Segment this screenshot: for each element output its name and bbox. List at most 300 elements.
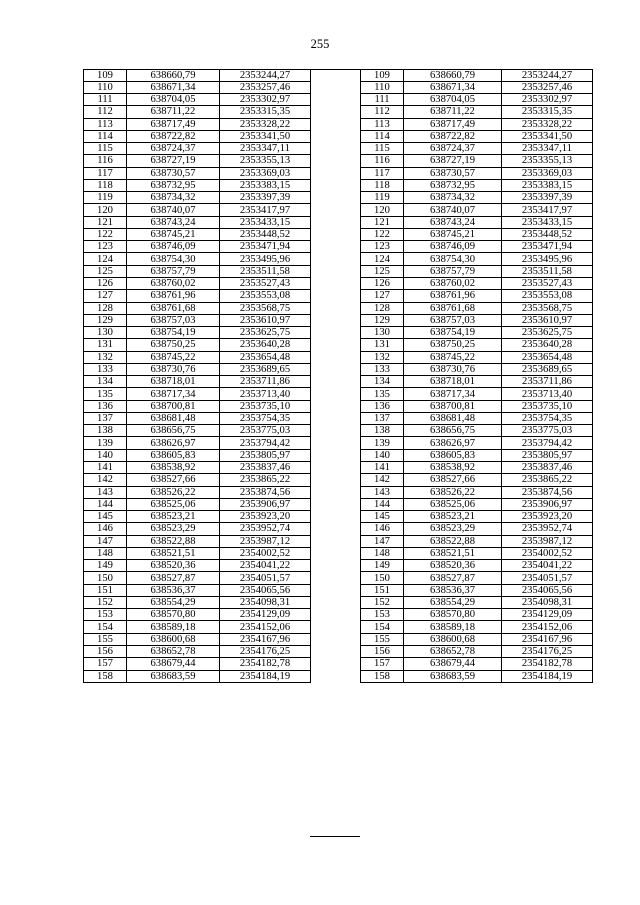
y-coordinate-cell: 2353328,22 <box>502 118 593 130</box>
point-number-cell: 121 <box>361 216 404 228</box>
table-row <box>361 179 593 191</box>
point-number-cell: 156 <box>361 645 404 657</box>
y-coordinate-cell: 2353625,75 <box>220 327 311 339</box>
y-coordinate-cell: 2353711,86 <box>502 376 593 388</box>
y-coordinate-cell: 2354002,52 <box>502 547 593 559</box>
y-coordinate-cell: 2353244,27 <box>220 69 311 81</box>
table-row <box>84 69 311 81</box>
y-coordinate-cell: 2353471,94 <box>220 241 311 253</box>
table-row <box>84 351 311 363</box>
y-coordinate-cell: 2353315,35 <box>220 106 311 118</box>
table-row <box>84 474 311 486</box>
y-coordinate-cell: 2354041,22 <box>502 560 593 572</box>
table-row <box>84 621 311 633</box>
table-row <box>84 204 311 216</box>
point-number-cell: 154 <box>361 621 404 633</box>
y-coordinate-cell: 2353689,65 <box>220 363 311 375</box>
y-coordinate-cell: 2353471,94 <box>502 241 593 253</box>
y-coordinate-cell: 2353923,20 <box>220 511 311 523</box>
x-coordinate-cell: 638522,88 <box>404 535 502 547</box>
x-coordinate-cell: 638734,32 <box>404 192 502 204</box>
y-coordinate-cell: 2354176,25 <box>220 645 311 657</box>
y-coordinate-cell: 2354152,06 <box>220 621 311 633</box>
y-coordinate-cell: 2353257,46 <box>502 81 593 93</box>
point-number-cell: 128 <box>84 302 127 314</box>
point-number-cell: 125 <box>84 265 127 277</box>
x-coordinate-cell: 638656,75 <box>127 425 220 437</box>
y-coordinate-cell: 2354184,19 <box>502 670 593 682</box>
y-coordinate-cell: 2353805,97 <box>220 449 311 461</box>
x-coordinate-cell: 638527,66 <box>127 474 220 486</box>
y-coordinate-cell: 2354129,09 <box>502 609 593 621</box>
x-coordinate-cell: 638722,82 <box>127 130 220 142</box>
y-coordinate-cell: 2353654,48 <box>220 351 311 363</box>
table-row <box>361 596 593 608</box>
point-number-cell: 125 <box>361 265 404 277</box>
point-number-cell: 146 <box>84 523 127 535</box>
x-coordinate-cell: 638704,05 <box>127 94 220 106</box>
x-coordinate-cell: 638711,22 <box>404 106 502 118</box>
y-coordinate-cell: 2353775,03 <box>220 425 311 437</box>
point-number-cell: 151 <box>361 584 404 596</box>
point-number-cell: 118 <box>361 179 404 191</box>
x-coordinate-cell: 638743,24 <box>404 216 502 228</box>
y-coordinate-cell: 2353257,46 <box>220 81 311 93</box>
point-number-cell: 111 <box>361 94 404 106</box>
table-row <box>84 400 311 412</box>
table-row <box>84 658 311 670</box>
table-row <box>361 363 593 375</box>
x-coordinate-cell: 638750,25 <box>404 339 502 351</box>
point-number-cell: 135 <box>84 388 127 400</box>
point-number-cell: 137 <box>84 412 127 424</box>
x-coordinate-cell: 638520,36 <box>404 560 502 572</box>
table-row <box>361 437 593 449</box>
table-row <box>84 572 311 584</box>
table-row <box>84 425 311 437</box>
x-coordinate-cell: 638536,37 <box>127 584 220 596</box>
y-coordinate-cell: 2353654,48 <box>502 351 593 363</box>
y-coordinate-cell: 2353369,03 <box>220 167 311 179</box>
table-row <box>361 523 593 535</box>
y-coordinate-cell: 2353987,12 <box>220 535 311 547</box>
x-coordinate-cell: 638761,96 <box>404 290 502 302</box>
table-row <box>84 143 311 155</box>
x-coordinate-cell: 638605,83 <box>404 449 502 461</box>
table-row <box>361 474 593 486</box>
x-coordinate-cell: 638681,48 <box>127 412 220 424</box>
table-row <box>361 327 593 339</box>
point-number-cell: 152 <box>84 596 127 608</box>
table-row <box>361 351 593 363</box>
table-row <box>361 94 593 106</box>
point-number-cell: 133 <box>84 363 127 375</box>
table-row <box>361 278 593 290</box>
coordinates-table-right <box>360 69 593 683</box>
point-number-cell: 158 <box>361 670 404 682</box>
y-coordinate-cell: 2353625,75 <box>502 327 593 339</box>
point-number-cell: 143 <box>361 486 404 498</box>
table-row <box>84 511 311 523</box>
y-coordinate-cell: 2354176,25 <box>502 645 593 657</box>
point-number-cell: 122 <box>84 228 127 240</box>
y-coordinate-cell: 2353433,15 <box>502 216 593 228</box>
y-coordinate-cell: 2354065,56 <box>502 584 593 596</box>
y-coordinate-cell: 2353754,35 <box>502 412 593 424</box>
point-number-cell: 150 <box>361 572 404 584</box>
y-coordinate-cell: 2353397,39 <box>502 192 593 204</box>
point-number-cell: 115 <box>84 143 127 155</box>
table-row <box>84 560 311 572</box>
x-coordinate-cell: 638730,57 <box>127 167 220 179</box>
y-coordinate-cell: 2353805,97 <box>502 449 593 461</box>
point-number-cell: 130 <box>361 327 404 339</box>
y-coordinate-cell: 2353906,97 <box>502 498 593 510</box>
y-coordinate-cell: 2353553,08 <box>502 290 593 302</box>
y-coordinate-cell: 2353865,22 <box>220 474 311 486</box>
point-number-cell: 127 <box>84 290 127 302</box>
table-row <box>361 498 593 510</box>
page-number: 255 <box>310 37 330 51</box>
point-number-cell: 147 <box>84 535 127 547</box>
point-number-cell: 135 <box>361 388 404 400</box>
point-number-cell: 131 <box>84 339 127 351</box>
table-row <box>84 167 311 179</box>
table-row <box>84 388 311 400</box>
x-coordinate-cell: 638740,07 <box>404 204 502 216</box>
x-coordinate-cell: 638554,29 <box>127 596 220 608</box>
table-row <box>361 633 593 645</box>
point-number-cell: 149 <box>361 560 404 572</box>
table-row <box>84 670 311 682</box>
point-number-cell: 151 <box>84 584 127 596</box>
x-coordinate-cell: 638760,02 <box>404 278 502 290</box>
point-number-cell: 134 <box>361 376 404 388</box>
y-coordinate-cell: 2354167,96 <box>220 633 311 645</box>
table-row <box>361 400 593 412</box>
y-coordinate-cell: 2353383,15 <box>220 179 311 191</box>
x-coordinate-cell: 638700,81 <box>404 400 502 412</box>
x-coordinate-cell: 638527,66 <box>404 474 502 486</box>
x-coordinate-cell: 638626,97 <box>127 437 220 449</box>
point-number-cell: 117 <box>84 167 127 179</box>
point-number-cell: 157 <box>361 658 404 670</box>
x-coordinate-cell: 638727,19 <box>127 155 220 167</box>
table-row <box>361 302 593 314</box>
table-row <box>84 241 311 253</box>
table-row <box>361 670 593 682</box>
table-row <box>361 645 593 657</box>
x-coordinate-cell: 638525,06 <box>404 498 502 510</box>
x-coordinate-cell: 638754,19 <box>127 327 220 339</box>
y-coordinate-cell: 2353417,97 <box>220 204 311 216</box>
point-number-cell: 138 <box>84 425 127 437</box>
x-coordinate-cell: 638538,92 <box>127 462 220 474</box>
point-number-cell: 123 <box>84 241 127 253</box>
table-row <box>84 609 311 621</box>
x-coordinate-cell: 638671,34 <box>127 81 220 93</box>
table-row <box>361 228 593 240</box>
table-row <box>361 621 593 633</box>
point-number-cell: 150 <box>84 572 127 584</box>
point-number-cell: 140 <box>84 449 127 461</box>
table-row <box>361 155 593 167</box>
table-row <box>361 265 593 277</box>
y-coordinate-cell: 2353735,10 <box>502 400 593 412</box>
x-coordinate-cell: 638660,79 <box>404 69 502 81</box>
coordinates-table-left <box>83 69 311 683</box>
point-number-cell: 142 <box>84 474 127 486</box>
point-number-cell: 111 <box>84 94 127 106</box>
y-coordinate-cell: 2353754,35 <box>220 412 311 424</box>
table-row <box>361 204 593 216</box>
x-coordinate-cell: 638724,37 <box>127 143 220 155</box>
point-number-cell: 130 <box>84 327 127 339</box>
point-number-cell: 126 <box>361 278 404 290</box>
table-row <box>361 69 593 81</box>
table-row <box>361 449 593 461</box>
y-coordinate-cell: 2353711,86 <box>220 376 311 388</box>
y-coordinate-cell: 2353511,58 <box>220 265 311 277</box>
point-number-cell: 112 <box>84 106 127 118</box>
x-coordinate-cell: 638681,48 <box>404 412 502 424</box>
y-coordinate-cell: 2353713,40 <box>220 388 311 400</box>
x-coordinate-cell: 638761,96 <box>127 290 220 302</box>
table-row <box>361 388 593 400</box>
table-row <box>361 241 593 253</box>
x-coordinate-cell: 638683,59 <box>127 670 220 682</box>
y-coordinate-cell: 2353952,74 <box>502 523 593 535</box>
x-coordinate-cell: 638704,05 <box>404 94 502 106</box>
point-number-cell: 156 <box>84 645 127 657</box>
y-coordinate-cell: 2353315,35 <box>502 106 593 118</box>
table-row <box>361 106 593 118</box>
point-number-cell: 131 <box>361 339 404 351</box>
y-coordinate-cell: 2353689,65 <box>502 363 593 375</box>
table-row <box>361 560 593 572</box>
x-coordinate-cell: 638761,68 <box>127 302 220 314</box>
x-coordinate-cell: 638754,30 <box>404 253 502 265</box>
point-number-cell: 132 <box>361 351 404 363</box>
x-coordinate-cell: 638526,22 <box>404 486 502 498</box>
point-number-cell: 141 <box>84 462 127 474</box>
table-row <box>84 363 311 375</box>
x-coordinate-cell: 638734,32 <box>127 192 220 204</box>
y-coordinate-cell: 2354167,96 <box>502 633 593 645</box>
table-row <box>84 376 311 388</box>
table-row <box>84 314 311 326</box>
y-coordinate-cell: 2353302,97 <box>220 94 311 106</box>
table-row <box>84 106 311 118</box>
x-coordinate-cell: 638554,29 <box>404 596 502 608</box>
point-number-cell: 110 <box>84 81 127 93</box>
table-row <box>84 302 311 314</box>
point-number-cell: 147 <box>361 535 404 547</box>
y-coordinate-cell: 2353713,40 <box>502 388 593 400</box>
x-coordinate-cell: 638746,09 <box>404 241 502 253</box>
table-row <box>361 81 593 93</box>
y-coordinate-cell: 2353610,97 <box>220 314 311 326</box>
y-coordinate-cell: 2353874,56 <box>502 486 593 498</box>
y-coordinate-cell: 2354182,78 <box>220 658 311 670</box>
x-coordinate-cell: 638722,82 <box>404 130 502 142</box>
x-coordinate-cell: 638730,76 <box>127 363 220 375</box>
table-row <box>361 376 593 388</box>
table-row <box>84 498 311 510</box>
x-coordinate-cell: 638600,68 <box>404 633 502 645</box>
x-coordinate-cell: 638589,18 <box>127 621 220 633</box>
table-row <box>84 449 311 461</box>
table-row <box>361 216 593 228</box>
x-coordinate-cell: 638626,97 <box>404 437 502 449</box>
y-coordinate-cell: 2353952,74 <box>220 523 311 535</box>
point-number-cell: 142 <box>361 474 404 486</box>
x-coordinate-cell: 638523,21 <box>127 511 220 523</box>
point-number-cell: 155 <box>84 633 127 645</box>
point-number-cell: 153 <box>84 609 127 621</box>
y-coordinate-cell: 2353640,28 <box>220 339 311 351</box>
x-coordinate-cell: 638527,87 <box>127 572 220 584</box>
table-row <box>84 278 311 290</box>
point-number-cell: 148 <box>361 547 404 559</box>
point-number-cell: 157 <box>84 658 127 670</box>
y-coordinate-cell: 2353794,42 <box>220 437 311 449</box>
y-coordinate-cell: 2353495,96 <box>220 253 311 265</box>
table-row <box>84 462 311 474</box>
x-coordinate-cell: 638724,37 <box>404 143 502 155</box>
point-number-cell: 119 <box>361 192 404 204</box>
point-number-cell: 139 <box>361 437 404 449</box>
table-row <box>84 81 311 93</box>
y-coordinate-cell: 2353527,43 <box>220 278 311 290</box>
table-row <box>84 253 311 265</box>
x-coordinate-cell: 638717,34 <box>404 388 502 400</box>
table-row <box>84 523 311 535</box>
point-number-cell: 143 <box>84 486 127 498</box>
point-number-cell: 145 <box>361 511 404 523</box>
point-number-cell: 118 <box>84 179 127 191</box>
point-number-cell: 146 <box>361 523 404 535</box>
point-number-cell: 132 <box>84 351 127 363</box>
table-row <box>84 192 311 204</box>
x-coordinate-cell: 638570,80 <box>404 609 502 621</box>
y-coordinate-cell: 2353553,08 <box>220 290 311 302</box>
point-number-cell: 120 <box>84 204 127 216</box>
table-row <box>84 547 311 559</box>
point-number-cell: 139 <box>84 437 127 449</box>
y-coordinate-cell: 2354051,57 <box>220 572 311 584</box>
table-row <box>84 584 311 596</box>
x-coordinate-cell: 638523,29 <box>404 523 502 535</box>
y-coordinate-cell: 2353448,52 <box>502 228 593 240</box>
y-coordinate-cell: 2353568,75 <box>220 302 311 314</box>
x-coordinate-cell: 638730,76 <box>404 363 502 375</box>
x-coordinate-cell: 638679,44 <box>127 658 220 670</box>
point-number-cell: 109 <box>84 69 127 81</box>
x-coordinate-cell: 638521,51 <box>127 547 220 559</box>
point-number-cell: 116 <box>361 155 404 167</box>
table-row <box>361 339 593 351</box>
x-coordinate-cell: 638660,79 <box>127 69 220 81</box>
point-number-cell: 120 <box>361 204 404 216</box>
y-coordinate-cell: 2353495,96 <box>502 253 593 265</box>
x-coordinate-cell: 638700,81 <box>127 400 220 412</box>
table-row <box>361 314 593 326</box>
table-row <box>84 645 311 657</box>
table-row <box>361 486 593 498</box>
y-coordinate-cell: 2353369,03 <box>502 167 593 179</box>
point-number-cell: 152 <box>361 596 404 608</box>
y-coordinate-cell: 2354098,31 <box>220 596 311 608</box>
point-number-cell: 114 <box>361 130 404 142</box>
table-row <box>84 486 311 498</box>
y-coordinate-cell: 2354129,09 <box>220 609 311 621</box>
y-coordinate-cell: 2353448,52 <box>220 228 311 240</box>
x-coordinate-cell: 638754,19 <box>404 327 502 339</box>
point-number-cell: 145 <box>84 511 127 523</box>
table-row <box>361 290 593 302</box>
x-coordinate-cell: 638605,83 <box>127 449 220 461</box>
point-number-cell: 153 <box>361 609 404 621</box>
y-coordinate-cell: 2353417,97 <box>502 204 593 216</box>
table-row <box>84 339 311 351</box>
point-number-cell: 109 <box>361 69 404 81</box>
x-coordinate-cell: 638745,21 <box>404 228 502 240</box>
y-coordinate-cell: 2354041,22 <box>220 560 311 572</box>
table-row <box>361 584 593 596</box>
table-row <box>84 327 311 339</box>
x-coordinate-cell: 638711,22 <box>127 106 220 118</box>
table-row <box>361 572 593 584</box>
y-coordinate-cell: 2353244,27 <box>502 69 593 81</box>
y-coordinate-cell: 2354065,56 <box>220 584 311 596</box>
x-coordinate-cell: 638732,95 <box>127 179 220 191</box>
point-number-cell: 126 <box>84 278 127 290</box>
point-number-cell: 144 <box>84 498 127 510</box>
y-coordinate-cell: 2353837,46 <box>502 462 593 474</box>
table-row <box>361 658 593 670</box>
y-coordinate-cell: 2353874,56 <box>220 486 311 498</box>
point-number-cell: 155 <box>361 633 404 645</box>
x-coordinate-cell: 638652,78 <box>127 645 220 657</box>
x-coordinate-cell: 638671,34 <box>404 81 502 93</box>
point-number-cell: 119 <box>84 192 127 204</box>
y-coordinate-cell: 2354152,06 <box>502 621 593 633</box>
table-row <box>361 511 593 523</box>
point-number-cell: 112 <box>361 106 404 118</box>
x-coordinate-cell: 638525,06 <box>127 498 220 510</box>
table-row <box>84 179 311 191</box>
y-coordinate-cell: 2353302,97 <box>502 94 593 106</box>
x-coordinate-cell: 638745,21 <box>127 228 220 240</box>
point-number-cell: 129 <box>361 314 404 326</box>
x-coordinate-cell: 638652,78 <box>404 645 502 657</box>
point-number-cell: 113 <box>84 118 127 130</box>
x-coordinate-cell: 638718,01 <box>404 376 502 388</box>
x-coordinate-cell: 638732,95 <box>404 179 502 191</box>
point-number-cell: 121 <box>84 216 127 228</box>
y-coordinate-cell: 2353906,97 <box>220 498 311 510</box>
x-coordinate-cell: 638522,88 <box>127 535 220 547</box>
table-row <box>361 609 593 621</box>
point-number-cell: 138 <box>361 425 404 437</box>
x-coordinate-cell: 638683,59 <box>404 670 502 682</box>
point-number-cell: 129 <box>84 314 127 326</box>
x-coordinate-cell: 638527,87 <box>404 572 502 584</box>
point-number-cell: 136 <box>84 400 127 412</box>
y-coordinate-cell: 2353610,97 <box>502 314 593 326</box>
point-number-cell: 128 <box>361 302 404 314</box>
